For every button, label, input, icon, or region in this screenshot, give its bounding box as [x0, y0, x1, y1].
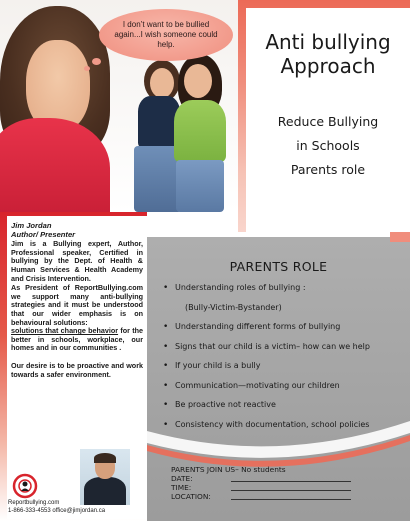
- join-details: [171, 465, 401, 501]
- subtitle-line-1: Reduce Bullying: [277, 114, 379, 129]
- footer-contact: [8, 500, 148, 515]
- title-panel-inner: [246, 8, 410, 232]
- list-item: (Bully-Victim-Bystander): [185, 302, 282, 312]
- bio-desire: Our desire is to be proactive and work towards a safer environment.: [11, 360, 143, 379]
- panel-corner-accent: [390, 232, 410, 242]
- list-item: • Signs that our child is a victim– how can we help: [161, 342, 406, 362]
- list-item: • Understanding roles of bullying :: [161, 283, 406, 303]
- list-item: • If your child is a bully: [161, 361, 406, 381]
- list-item: • Be proactive not reactive: [161, 400, 406, 420]
- footer-contact-info: 1-866-333-4553 office@jimjordan.ca: [8, 507, 106, 514]
- date-row: [171, 474, 401, 483]
- location-label: LOCATION:: [171, 492, 211, 501]
- hero-photo: [0, 0, 238, 212]
- join-heading: PARENTS JOIN US– No students: [171, 465, 286, 474]
- girl-right-top: [174, 100, 226, 162]
- author-portrait: [80, 449, 130, 505]
- bio-solutions-rest: for the better in schools, workplace, our homes and in our communities .: [11, 326, 143, 353]
- thought-dot: [92, 58, 101, 65]
- location-line: [231, 499, 351, 500]
- date-label: DATE:: [171, 474, 193, 483]
- parents-role-title: PARENTS ROLE: [229, 259, 328, 274]
- time-label: TIME:: [171, 483, 192, 492]
- list-item: • Understanding different forms of bullying: [161, 322, 406, 342]
- speech-bubble-text: I don’t want to be bullied again...I wish someone could help.: [114, 20, 218, 49]
- bio-president: As President of ReportBullying.com we support many anti-bullying strategies and it must be understood that our wider emphasis is on behavioural solutions:: [11, 283, 143, 327]
- time-row: [171, 483, 401, 492]
- subtitle-line-3: Parents role: [290, 162, 366, 177]
- bio-solutions-underlined: solutions that change behavior: [11, 326, 119, 336]
- footer-site: Reportbullying.com: [8, 500, 60, 506]
- report-bullying-logo-icon: [12, 473, 38, 499]
- decorative-swoosh: [147, 411, 410, 471]
- title-panel: [238, 0, 410, 232]
- bio-solutions: [11, 327, 143, 353]
- thought-dot: [84, 66, 90, 71]
- date-line: [231, 481, 351, 482]
- parents-role-panel: [147, 232, 410, 521]
- list-item: • Communication—motivating our children: [161, 381, 406, 401]
- page-title: [246, 30, 410, 78]
- author-role: Author/ Presenter: [11, 229, 76, 239]
- time-line: [231, 490, 351, 491]
- page-title-text: Anti bullying Approach: [265, 30, 391, 78]
- location-row: [171, 492, 401, 501]
- girl-right-face: [184, 64, 212, 98]
- subtitle-line-2: in Schools: [296, 138, 360, 153]
- speech-bubble: [99, 9, 233, 61]
- girl-right-jeans: [176, 160, 224, 212]
- portrait-hair: [94, 453, 116, 463]
- bio-intro: Jim is a Bullying expert, Author, Professional speaker, Certified in bullying by the Dept. of Health & Human Services & Health Academy and Crisis Intervention.: [11, 239, 143, 283]
- list-item: • Consistency with documentation, school policies: [161, 420, 406, 440]
- girl-middle-face: [150, 68, 174, 98]
- author-name: Jim Jordan: [11, 221, 52, 230]
